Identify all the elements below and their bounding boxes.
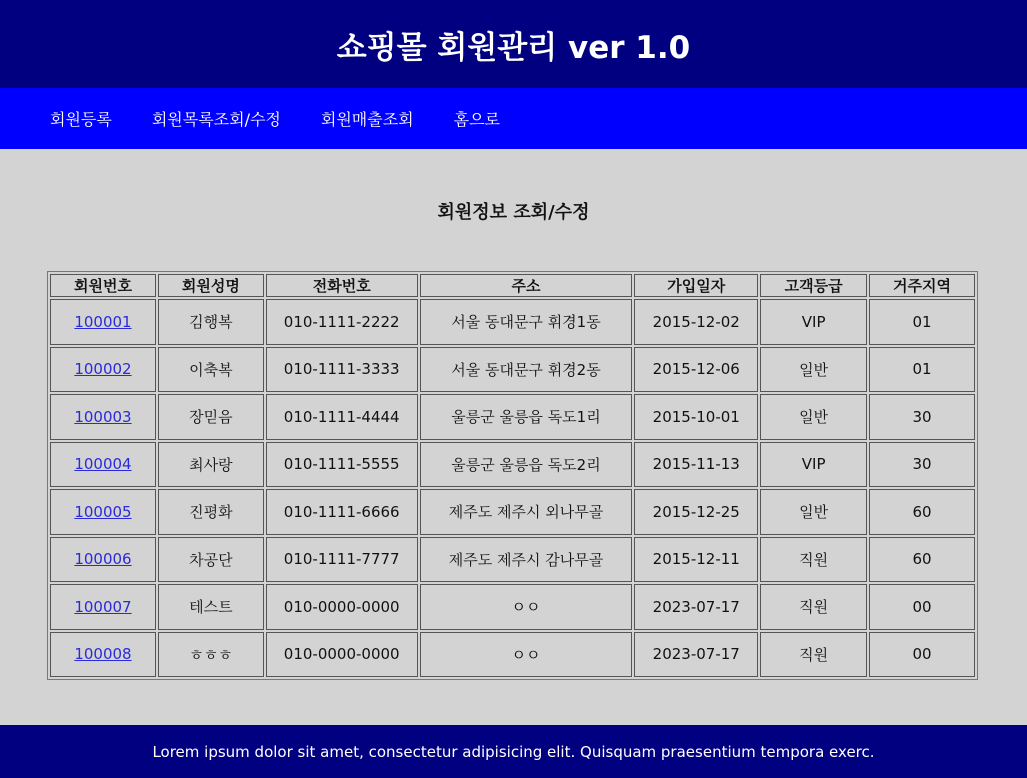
cell-address: 제주도 제주시 외나무골 [420,489,633,535]
cell-region: 00 [869,584,975,630]
main-nav [0,88,1027,149]
cell-address: 울릉군 울릉읍 독도1리 [420,394,633,440]
cell-phone: 010-1111-3333 [266,347,418,393]
member-id-link[interactable]: 100001 [74,312,132,331]
column-header-join-date: 가입일자 [634,274,758,297]
column-header-grade: 고객등급 [760,274,867,297]
page-title: 회원정보 조회/수정 [437,202,590,223]
cell-member-id [50,442,156,488]
cell-grade: VIP [760,299,867,345]
column-header-member-name: 회원성명 [158,274,264,297]
cell-grade: 직원 [760,537,867,583]
table-row [50,442,975,488]
cell-member-name: ㅎㅎㅎ [158,632,264,678]
main-content [0,149,1027,725]
cell-member-name: 장믿음 [158,394,264,440]
cell-address: ㅇㅇ [420,632,633,678]
cell-region: 60 [869,489,975,535]
member-id-link[interactable]: 100003 [74,407,132,426]
cell-member-name: 최사랑 [158,442,264,488]
nav-member-register[interactable]: 회원등록 [50,110,112,129]
cell-region: 30 [869,394,975,440]
footer-text: Lorem ipsum dolor sit amet, consectetur adipisicing elit. Quisquam praesentium tempora exerc. [152,742,875,761]
cell-phone: 010-1111-7777 [266,537,418,583]
table-row [50,537,975,583]
cell-join-date: 2023-07-17 [634,584,758,630]
cell-phone: 010-1111-6666 [266,489,418,535]
cell-join-date: 2015-11-13 [634,442,758,488]
member-id-link[interactable]: 100007 [74,597,132,616]
cell-phone: 010-1111-4444 [266,394,418,440]
table-row [50,584,975,630]
cell-grade: VIP [760,442,867,488]
column-header-phone: 전화번호 [266,274,418,297]
cell-join-date: 2015-12-06 [634,347,758,393]
table-row [50,347,975,393]
cell-member-id [50,347,156,393]
cell-member-id [50,299,156,345]
cell-region: 30 [869,442,975,488]
cell-member-name: 차공단 [158,537,264,583]
cell-region: 01 [869,299,975,345]
table-row [50,632,975,678]
cell-grade: 일반 [760,347,867,393]
column-header-region: 거주지역 [869,274,975,297]
cell-member-name: 김행복 [158,299,264,345]
cell-member-id [50,537,156,583]
nav-home[interactable]: 홈으로 [453,110,500,129]
table-header-row [50,274,975,297]
cell-member-name: 이축복 [158,347,264,393]
cell-phone: 010-0000-0000 [266,632,418,678]
cell-join-date: 2015-10-01 [634,394,758,440]
cell-grade: 일반 [760,489,867,535]
footer [0,725,1027,778]
cell-region: 60 [869,537,975,583]
app-title: 쇼핑몰 회원관리 ver 1.0 [336,29,691,66]
cell-phone: 010-1111-2222 [266,299,418,345]
cell-phone: 010-1111-5555 [266,442,418,488]
member-id-link[interactable]: 100002 [74,360,132,379]
cell-join-date: 2015-12-02 [634,299,758,345]
cell-address: 제주도 제주시 감나무골 [420,537,633,583]
cell-region: 01 [869,347,975,393]
cell-phone: 010-0000-0000 [266,584,418,630]
nav-member-list-edit[interactable]: 회원목록조회/수정 [151,110,281,129]
cell-grade: 직원 [760,584,867,630]
table-row [50,489,975,535]
cell-member-name: 테스트 [158,584,264,630]
table-body [50,299,975,677]
cell-address: 서울 동대문구 휘경1동 [420,299,633,345]
table-row [50,394,975,440]
cell-member-id [50,394,156,440]
cell-address: 울릉군 울릉읍 독도2리 [420,442,633,488]
table-row [50,299,975,345]
cell-join-date: 2015-12-11 [634,537,758,583]
cell-member-id [50,584,156,630]
member-id-link[interactable]: 100008 [74,645,132,664]
member-id-link[interactable]: 100006 [74,550,132,569]
column-header-member-id: 회원번호 [50,274,156,297]
cell-grade: 일반 [760,394,867,440]
member-id-link[interactable]: 100005 [74,502,132,521]
cell-address: ㅇㅇ [420,584,633,630]
nav-member-sales[interactable]: 회원매출조회 [320,110,414,129]
cell-join-date: 2023-07-17 [634,632,758,678]
member-id-link[interactable]: 100004 [74,455,132,474]
cell-member-id [50,632,156,678]
member-table [47,271,978,680]
cell-address: 서울 동대문구 휘경2동 [420,347,633,393]
cell-join-date: 2015-12-25 [634,489,758,535]
cell-member-id [50,489,156,535]
column-header-address: 주소 [420,274,633,297]
cell-member-name: 진평화 [158,489,264,535]
app-header [0,0,1027,88]
cell-grade: 직원 [760,632,867,678]
cell-region: 00 [869,632,975,678]
